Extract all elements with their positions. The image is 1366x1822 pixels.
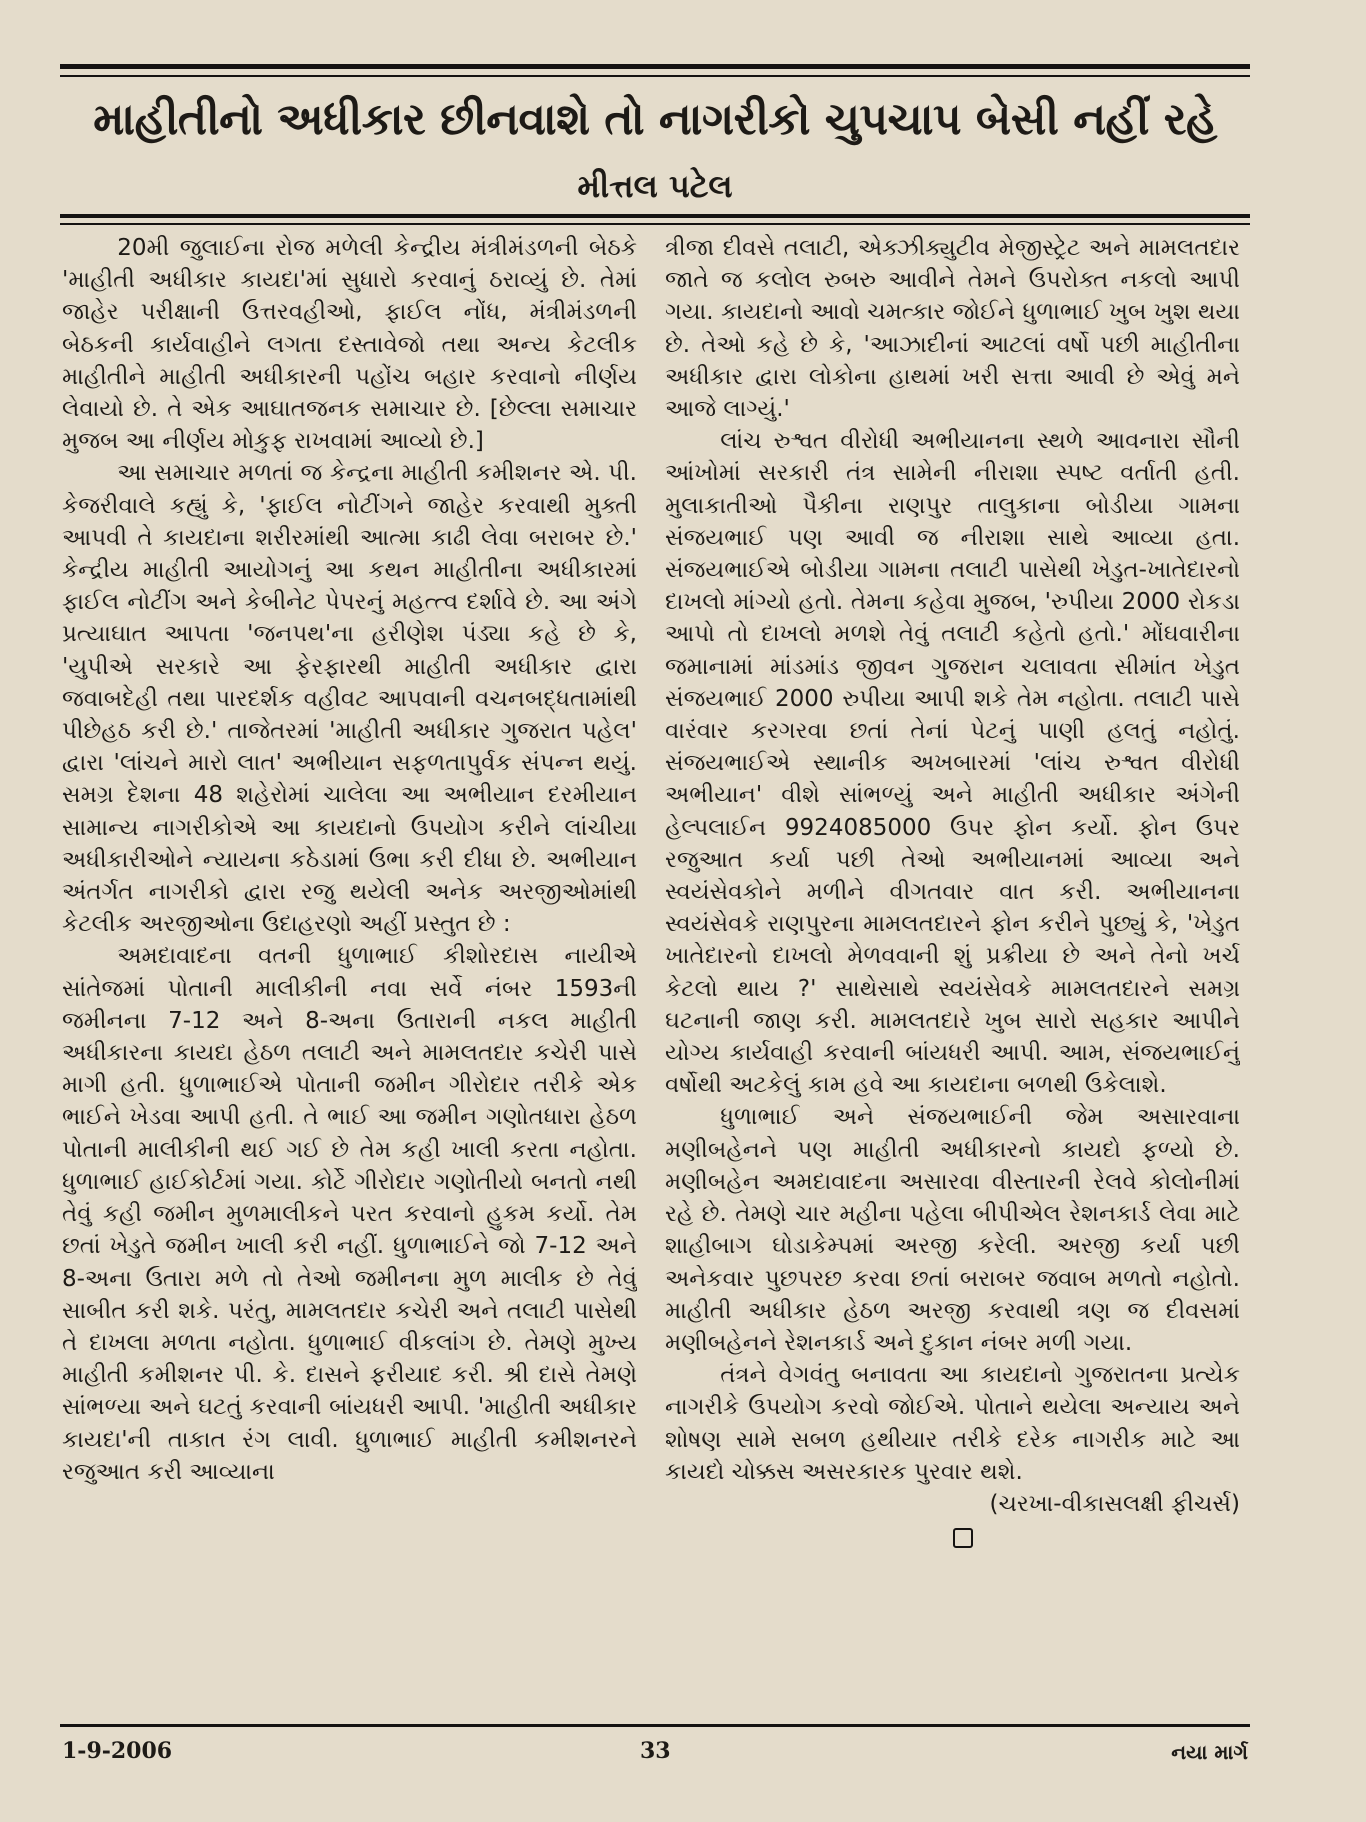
paragraph: ધુળાભાઈ અને સંજયભાઈની જેમ અસારવાના મણીબહેનને પણ માહીતી અધીકારનો કાયદો ફળ્યો છે. મણીબહેન અમદાવાદના અસારવા વીસ્તારની રેલવે કોલોનીમાં રહે છે. તેમણે ચાર મહીના પહેલા બીપીએલ રેશનકાર્ડ લેવા માટે શાહીબાગ ઘોડાકેમ્પમાં અરજી કરેલી. અરજી કર્યા પછી અનેકવાર પુછપરછ કરવા છતાં બરાબર જવાબ મળતો નહોતો. માહીતી અધીકાર હેઠળ અરજી કરવાથી ત્રણ જ દીવસમાં મણીબહેનને રેશનકાર્ડ અને દુકાન નંબર મળી ગયા. — [665, 1104, 1240, 1356]
left-column — [62, 232, 637, 1687]
magazine-name: નયા માર્ગ — [1171, 1740, 1248, 1764]
paragraph-continuation: ત્રીજા દીવસે તલાટી, એક્ઝીક્યુટીવ મેજીસ્ટ્રેટ અને મામલતદાર જાતે જ કલોલ રુબરુ આવીને તેમને ઉપરોક્ત નકલો આપી ગયા. કાયદાનો આવો ચમત્કાર જોઈને ધુળાભાઈ ખુબ ખુશ થયા છે. તેઓ કહે છે કે, 'આઝાદીનાં આટલાં વર્ષો પછી માહીતીના અધીકાર દ્વારા લોકોના હાથમાં ખરી સત્તા આવી છે એવું મને આજે લાગ્યું.' — [665, 235, 1240, 423]
right-column — [665, 232, 1240, 1687]
paragraph: અમદાવાદના વતની ધુળાભાઈ કીશોરદાસ નાયીએ સાંતેજમાં પોતાની માલીકીની નવા સર્વે નંબર 1593ની જમીનના 7-12 અને 8-અના ઉતારાની નકલ માહીતી અધીકારના કાયદા હેઠળ તલાટી અને મામલતદાર કચેરી પાસે માગી હતી. ધુળાભાઈએ પોતાની જમીન ગીરોદાર તરીકે એક ભાઈને ખેડવા આપી હતી. તે ભાઈ આ જમીન ગણોતધારા હેઠળ પોતાની માલીકીની થઈ ગઈ છે તેમ કહી ખાલી કરતા નહોતા. ધુળાભાઈ હાઈકોર્ટમાં ગયા. કોર્ટે ગીરોદાર ગણોતીયો બનતો નથી તેવું કહી જમીન મુળમાલીકને પરત કરવાનો હુકમ કર્યો. તેમ છતાં ખેડુતે જમીન ખાલી કરી નહીં. ધુળાભાઈને જો 7-12 અને 8-અના ઉતારા મળે તો તેઓ જમીનના મુળ માલીક છે તેવું સાબીત કરી શકે. પરંતુ, મામલતદાર કચેરી અને તલાટી પાસેથી તે દાખલા મળતા નહોતા. ધુળાભાઈ વીકલાંગ છે. તેમણે મુખ્ય માહીતી કમીશનર પી. કે. દાસને ફરીયાદ કરી. શ્રી દાસે તેમણે સાંભળ્યા અને ઘટતું કરવાની બાંયધરી આપી. 'માહીતી અધીકાર કાયદા'ની તાકાત રંગ લાવી. ધુળાભાઈ માહીતી કમીશનરને રજુઆત કરી આવ્યાના — [62, 943, 637, 1485]
footer-date: 1-9-2006 — [62, 1738, 173, 1764]
article-credit: (ચરખા-વીકાસલક્ષી ફીચર્સ) — [989, 1490, 1240, 1517]
page-number: 33 — [640, 1738, 671, 1764]
byline-rule-thick — [60, 214, 1250, 218]
paragraph: તંત્રને વેગવંતુ બનાવતા આ કાયદાનો ગુજરાતના પ્રત્યેક નાગરીકે ઉપયોગ કરવો જોઈએ. પોતાને થયેલા અન્યાય અને શોષણ સામે સબળ હથીયાર તરીકે દરેક નાગરીક માટે આ કાયદો ચોક્કસ અસરકારક પુરવાર થશે. — [665, 1362, 1240, 1485]
paragraph: 20મી જુલાઈના રોજ મળેલી કેન્દ્રીય મંત્રીમંડળની બેઠકે 'માહીતી અધીકાર કાયદા'માં સુધારો કરવાનું ઠરાવ્યું છે. તેમાં જાહેર પરીક્ષાની ઉત્તરવહીઓ, ફાઈલ નોંધ, મંત્રીમંડળની બેઠકની કાર્યવાહીને લગતા દસ્તાવેજો તથા અન્ય કેટલીક માહીતીને માહીતી અધીકારની પહોંચ બહાર કરવાનો નીર્ણય લેવાયો છે. તે એક આઘાતજનક સમાચાર છે. [છેલ્લા સમાચાર મુજબ આ નીર્ણય મોકુફ રાખવામાં આવ્યો છે.] — [62, 235, 637, 455]
byline-rule-thin — [60, 223, 1250, 225]
paragraph: આ સમાચાર મળતાં જ કેન્દ્રના માહીતી કમીશનર એ. પી. કેજરીવાલે કહ્યું કે, 'ફાઈલ નોટીંગને જાહેર કરવાથી મુક્તી આપવી તે કાયદાના શરીરમાંથી આત્મા કાઢી લેવા બરાબર છે.' કેન્દ્રીય માહીતી આયોગનું આ કથન માહીતીના અધીકારમાં ફાઈલ નોટીંગ અને કેબીનેટ પેપરનું મહત્ત્વ દર્શાવે છે. આ અંગે પ્રત્યાઘાત આપતા 'જનપથ'ના હરીણેશ પંડ્યા કહે છે કે, 'યુપીએ સરકારે આ ફેરફારથી માહીતી અધીકાર દ્વારા જવાબદેહી તથા પારદર્શક વહીવટ આપવાની વચનબદ્ધતામાંથી પીછેહઠ કરી છે.' તાજેતરમાં 'માહીતી અધીકાર ગુજરાત પહેલ' દ્વારા 'લાંચને મારો લાત' અભીયાન સફળતાપુર્વક સંપન્ન થયું. સમગ્ર દેશના 48 શહેરોમાં ચાલેલા આ અભીયાન દરમીયાન સામાન્ય નાગરીકોએ આ કાયદાનો ઉપયોગ કરીને લાંચીયા અધીકારીઓને ન્યાયના કઠેડામાં ઉભા કરી દીધા છે. અભીયાન અંતર્ગત નાગરીકો દ્વારા રજુ થયેલી અનેક અરજીઓમાંથી કેટલીક અરજીઓના ઉદાહરણો અહીં પ્રસ્તુત છે : — [62, 460, 637, 938]
top-rule-thick — [60, 64, 1250, 69]
article-author: મીત્તલ પટેલ — [577, 167, 733, 205]
end-mark-icon — [953, 1528, 973, 1548]
article-headline: માહીતીનો અધીકાર છીનવાશે તો નાગરીકો ચુપચાપ બેસી નહીં રહે — [93, 94, 1217, 145]
top-rule-thin — [60, 75, 1250, 77]
paragraph: લાંચ રુશ્વત વીરોધી અભીયાનના સ્થળે આવનારા સૌની આંખોમાં સરકારી તંત્ર સામેની નીરાશા સ્પષ્ટ વર્તાતી હતી. મુલાકાતીઓ પૈકીના રાણપુર તાલુકાના બોડીયા ગામના સંજયભાઈ પણ આવી જ નીરાશા સાથે આવ્યા હતા. સંજયભાઈએ બોડીયા ગામના તલાટી પાસેથી ખેડુત-ખાતેદારનો દાખલો માંગ્યો હતો. તેમના કહેવા મુજબ, 'રુપીયા 2000 રોકડા આપો તો દાખલો મળશે તેવું તલાટી કહેતો હતો.' મોંઘવારીના જમાનામાં માંડમાંડ જીવન ગુજરાન ચલાવતા સીમાંત ખેડુત સંજયભાઈ 2000 રુપીયા આપી શકે તેમ નહોતા. તલાટી પાસે વારંવાર કરગરવા છતાં તેનાં પેટનું પાણી હલતું નહોતું. સંજયભાઈએ સ્થાનીક અખબારમાં 'લાંચ રુશ્વત વીરોધી અભીયાન' વીશે સાંભળ્યું અને માહીતી અધીકાર અંગેની હેલ્પલાઈન 9924085000 ઉપર ફોન કર્યો. ફોન ઉપર રજુઆત કર્યા પછી તેઓ અભીયાનમાં આવ્યા અને સ્વયંસેવકોને મળીને વીગતવાર વાત કરી. અભીયાનના સ્વયંસેવકે રાણપુરના મામલતદારને ફોન કરીને પુછ્યું કે, 'ખેડુત ખાતેદારનો દાખલો મેળવવાની શું પ્રક્રીયા છે અને તેનો ખર્ચ કેટલો થાય ?' સાથેસાથે સ્વયંસેવકે મામલતદારને સમગ્ર ઘટનાની જાણ કરી. મામલતદારે ખુબ સારો સહકાર આપીને યોગ્ય કાર્યવાહી કરવાની બાંયધરી આપી. આમ, સંજયભાઈનું વર્ષોથી અટકેલું કામ હવે આ કાયદાના બળથી ઉકેલાશે. — [665, 428, 1240, 1099]
footer-rule — [60, 1724, 1250, 1727]
